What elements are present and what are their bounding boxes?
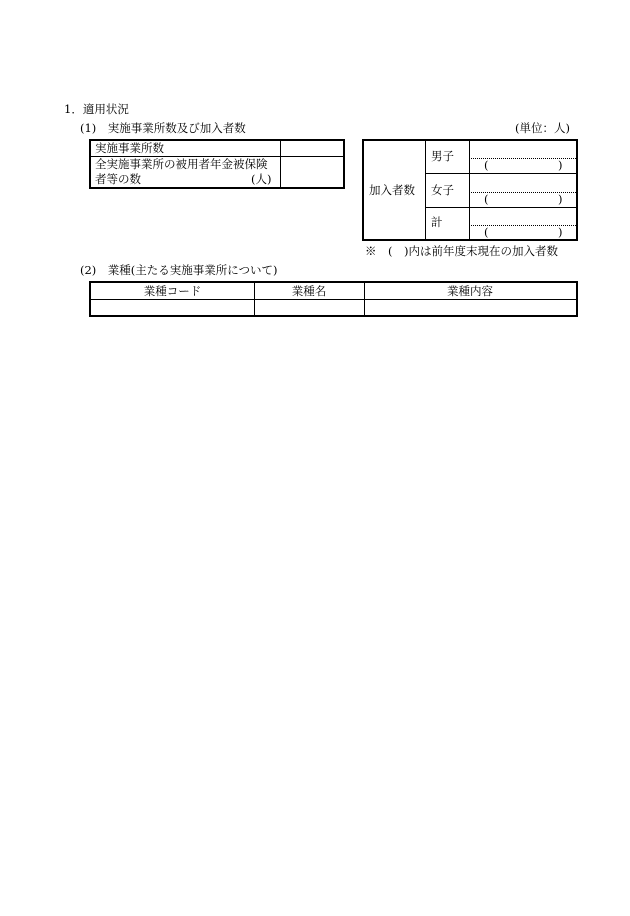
male-prev-close-paren: ) <box>558 158 563 172</box>
industry-content-header: 業種内容 <box>447 284 493 298</box>
total-prev-open-paren: ( <box>484 225 489 239</box>
industry-code-value[interactable] <box>93 301 251 314</box>
male-count-value[interactable] <box>472 142 572 156</box>
female-prev-close-paren: ) <box>558 192 563 206</box>
total-label: 計 <box>431 215 443 229</box>
row-divider <box>91 299 576 300</box>
industry-name-header: 業種名 <box>291 284 327 298</box>
industry-content-value[interactable] <box>367 301 573 314</box>
column-divider <box>280 141 281 187</box>
industry-code-header: 業種コード <box>143 284 202 298</box>
female-count-value[interactable] <box>472 176 572 190</box>
industry-name-value[interactable] <box>257 301 361 314</box>
members-note: ※ ( )内は前年度末現在の加入者数 <box>365 244 558 258</box>
female-prev-open-paren: ( <box>484 192 489 206</box>
unit-label: (単位：人) <box>515 121 570 135</box>
total-count-value[interactable] <box>472 209 572 223</box>
subsection-title-1: (1) 実施事業所数及び加入者数 <box>80 121 246 135</box>
members-group-label: 加入者数 <box>369 183 415 197</box>
insured-count-unit: (人) <box>251 172 272 186</box>
female-label: 女子 <box>431 183 454 197</box>
male-prev-open-paren: ( <box>484 158 489 172</box>
insured-count-label-line1: 全実施事業所の被用者年金被保険 <box>95 157 268 171</box>
row-divider-2 <box>425 207 576 208</box>
column-divider-1 <box>425 141 426 239</box>
section-title: 1．適用状況 <box>64 102 129 116</box>
male-label: 男子 <box>431 149 454 163</box>
establishments-count-value[interactable] <box>283 142 343 154</box>
total-prev-close-paren: ) <box>558 225 563 239</box>
subsection-title-2: (2) 業種(主たる実施事業所について) <box>80 263 278 277</box>
industry-table <box>89 281 578 317</box>
insured-count-label-line2: 者等の数 <box>95 172 141 186</box>
row-divider-1 <box>425 173 576 174</box>
establishments-table <box>89 139 345 189</box>
members-table <box>362 139 578 241</box>
insured-count-value[interactable] <box>283 159 343 187</box>
establishments-count-label: 実施事業所数 <box>95 141 164 155</box>
